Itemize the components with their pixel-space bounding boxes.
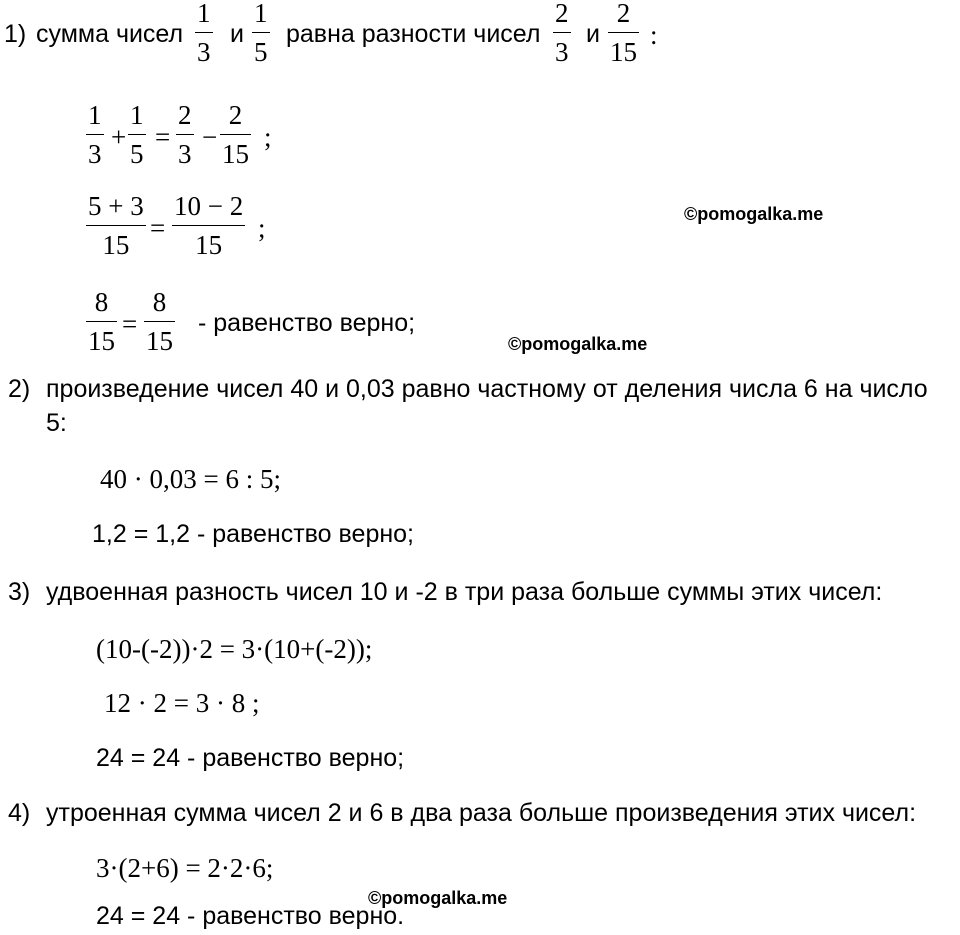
item-3-equation-3: 24 = 24 - равенство верно; bbox=[96, 744, 405, 772]
item-1-number: 1) bbox=[4, 20, 27, 48]
fraction-bar bbox=[172, 225, 245, 226]
item-4-equation-1: 3·(2+6) = 2·2·6; bbox=[96, 853, 274, 883]
fraction-bar bbox=[553, 32, 571, 33]
numerator: 1 bbox=[130, 100, 144, 130]
denominator: 3 bbox=[197, 37, 211, 67]
denominator: 3 bbox=[178, 139, 192, 169]
step-3-fraction-a bbox=[86, 289, 117, 355]
watermark: ©pomogalka.me bbox=[368, 888, 508, 908]
fraction-two-thirds bbox=[553, 0, 571, 66]
step-3-fraction-b bbox=[144, 289, 175, 355]
step-1-fraction-d bbox=[220, 102, 251, 168]
denominator: 15 bbox=[102, 230, 130, 260]
item-1-and-1: и bbox=[230, 20, 244, 48]
fraction-bar bbox=[144, 321, 175, 322]
numerator: 2 bbox=[178, 100, 192, 130]
numerator: 8 bbox=[94, 287, 109, 317]
step-3-equals: = bbox=[122, 309, 138, 339]
step-1-fraction-c bbox=[176, 102, 194, 168]
item-4-number: 4) bbox=[8, 799, 31, 827]
fraction-bar bbox=[608, 32, 639, 33]
numerator: 1 bbox=[88, 100, 102, 130]
fraction-bar bbox=[176, 134, 194, 135]
item-3-text: удвоенная разность чисел 10 и -2 в три раза больше суммы этих чисел: bbox=[46, 578, 883, 606]
fraction-bar bbox=[86, 225, 146, 226]
fraction-bar bbox=[252, 32, 270, 33]
step-1-plus: + bbox=[111, 122, 127, 152]
watermark: ©pomogalka.me bbox=[684, 204, 824, 224]
step-1-semicolon: ; bbox=[264, 122, 272, 152]
item-3-number: 3) bbox=[8, 578, 31, 606]
numerator: 2 bbox=[228, 100, 243, 130]
step-3-conclusion: - равенство верно; bbox=[198, 309, 416, 337]
numerator: 1 bbox=[197, 0, 211, 28]
watermark: ©pomogalka.me bbox=[508, 334, 648, 354]
denominator: 15 bbox=[146, 326, 173, 356]
item-1-text-a: сумма чисел bbox=[36, 20, 184, 48]
step-1-minus: − bbox=[202, 122, 218, 152]
denominator: 15 bbox=[195, 230, 223, 260]
step-2-equals: = bbox=[150, 213, 166, 243]
step-2-fraction-b bbox=[172, 193, 245, 259]
fraction-one-fifth bbox=[252, 0, 270, 66]
denominator: 15 bbox=[222, 139, 249, 169]
fraction-bar bbox=[220, 134, 251, 135]
item-4-equation-2: 24 = 24 - равенство верно. bbox=[96, 902, 405, 930]
numerator: 5 + 3 bbox=[88, 191, 144, 221]
item-4-text: утроенная сумма чисел 2 и 6 в два раза больше произведения этих чисел: bbox=[46, 799, 917, 827]
denominator: 3 bbox=[88, 139, 102, 169]
step-2-semicolon: ; bbox=[258, 213, 266, 243]
numerator: 2 bbox=[555, 0, 569, 28]
item-2-equation-2: 1,2 = 1,2 - равенство верно; bbox=[92, 520, 414, 548]
numerator: 1 bbox=[254, 0, 268, 28]
numerator: 10 − 2 bbox=[174, 191, 244, 221]
fraction-one-third bbox=[195, 0, 213, 66]
step-1-fraction-a bbox=[86, 102, 104, 168]
step-1-fraction-b bbox=[128, 102, 146, 168]
fraction-bar bbox=[128, 134, 146, 135]
item-1-and-2: и bbox=[586, 20, 600, 48]
item-3-equation-1: (10-(-2))·2 = 3·(10+(-2)); bbox=[96, 634, 373, 664]
numerator: 2 bbox=[616, 0, 631, 28]
item-2-text-line-2: 5: bbox=[46, 409, 67, 437]
item-1-text-b: равна разности чисел bbox=[286, 20, 541, 48]
denominator: 15 bbox=[610, 37, 637, 67]
fraction-bar bbox=[86, 134, 104, 135]
item-1-colon: : bbox=[650, 20, 658, 50]
step-1-equals: = bbox=[155, 122, 171, 152]
denominator: 3 bbox=[555, 37, 569, 67]
item-3-equation-2: 12 · 2 = 3 · 8 ; bbox=[104, 688, 260, 718]
item-2-equation-1: 40 · 0,03 = 6 : 5; bbox=[100, 464, 281, 494]
numerator: 8 bbox=[152, 287, 167, 317]
item-2-number: 2) bbox=[8, 375, 31, 403]
fraction-bar bbox=[86, 321, 117, 322]
fraction-two-fifteenths bbox=[608, 0, 639, 66]
item-2-text-line-1: произведение чисел 40 и 0,03 равно частному от деления числа 6 на число bbox=[46, 375, 928, 403]
denominator: 5 bbox=[254, 37, 268, 67]
denominator: 15 bbox=[88, 326, 115, 356]
step-2-fraction-a bbox=[86, 193, 146, 259]
fraction-bar bbox=[195, 32, 213, 33]
denominator: 5 bbox=[130, 139, 144, 169]
